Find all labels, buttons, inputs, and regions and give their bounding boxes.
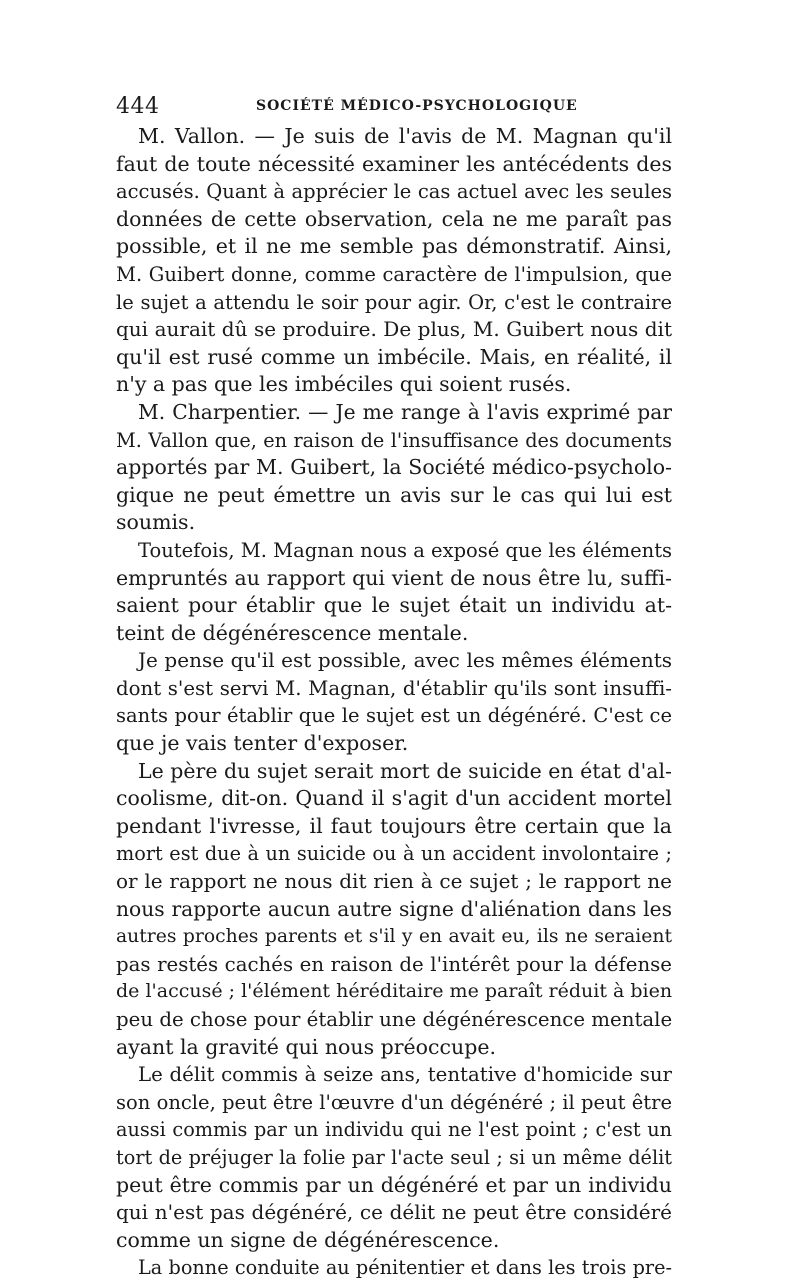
text-line: M. Guibert donne, comme caractère de l'impulsion, que (116, 262, 672, 286)
text-line: aussi commis par un individu qui ne l'est point ; c'est un (116, 1118, 672, 1142)
text-line: soumis. (116, 510, 196, 535)
text-line: pendant l'ivresse, il faut toujours être certain que la (116, 813, 672, 838)
text-line: que je vais tenter d'exposer. (116, 731, 409, 756)
text-line: empruntés au rapport qui vient de nous être lu, suffi- (116, 565, 672, 590)
text-line: comme un signe de dégénérescence. (116, 1227, 500, 1252)
text-line: mort est due à un suicide ou à un accident involontaire ; (116, 842, 672, 866)
text-line: M. Charpentier. — Je me range à l'avis exprimé par (138, 399, 672, 424)
text-line: tort de préjuger la folie par l'acte seul ; si un même délit (116, 1145, 672, 1169)
text-line: M. Vallon que, en raison de l'insuffisance des documents (116, 428, 672, 452)
text-line: accusés. Quant à apprécier le cas actuel avec les seules (116, 180, 672, 204)
text-line: apportés par M. Guibert, la Société médico-psycholo- (116, 455, 672, 480)
running-title: SOCIÉTÉ MÉDICO-PSYCHOLOGIQUE (256, 98, 578, 114)
text-line: autres proches parents et s'il y en avait eu, ils ne seraient (116, 926, 672, 948)
text-line: le sujet a attendu le soir pour agir. Or, c'est le contraire (116, 290, 672, 314)
text-line: Le père du sujet serait mort de suicide en état d'al- (138, 758, 672, 783)
text-line: M. Vallon. — Je suis de l'avis de M. Magnan qu'il (138, 124, 672, 148)
text-line: qui aurait dû se produire. De plus, M. Guibert nous dit (116, 317, 672, 342)
text-line: peu de chose pour établir une dégénérescence mentale (116, 1008, 672, 1031)
text-line: saient pour établir que le sujet était un individu at- (116, 593, 672, 618)
text-line: La bonne conduite au pénitentier et dans les trois pre- (138, 1256, 672, 1280)
text-line: pas restés cachés en raison de l'intérêt pour la défense (116, 952, 672, 976)
text-line: dont s'est servi M. Magnan, d'établir qu'ils sont insuffi- (116, 676, 672, 700)
page-number: 444 (116, 94, 160, 119)
text-line: gique ne peut émettre un avis sur le cas qui lui est (116, 482, 672, 507)
body-text (116, 123, 672, 1282)
text-line: Le délit commis à seize ans, tentative d'homicide sur (138, 1063, 672, 1087)
text-line: ayant la gravité qui nous préoccupe. (116, 1034, 496, 1059)
text-line: teint de dégénérescence mentale. (116, 620, 469, 645)
text-line: Toutefois, M. Magnan nous a exposé que les éléments (138, 538, 672, 562)
text-line: nous rapporte aucun autre signe d'aliénation dans les (116, 896, 672, 921)
text-line: son oncle, peut être l'œuvre d'un dégénéré ; il peut être (116, 1090, 672, 1114)
text-line: données de cette observation, cela ne me paraît pas (116, 206, 672, 231)
text-line: possible, et il ne me semble pas démonstratif. Ainsi, (116, 234, 672, 259)
text-line: de l'accusé ; l'élément héréditaire me paraît réduit à bien (116, 980, 672, 1003)
text-line: n'y a pas que les imbéciles qui soient rusés. (116, 372, 572, 397)
page-header (116, 94, 672, 122)
text-line: sants pour établir que le sujet est un dégénéré. C'est ce (116, 704, 672, 728)
text-line: coolisme, dit-on. Quand il s'agit d'un accident mortel (116, 786, 672, 811)
text-line: qui n'est pas dégénéré, ce délit ne peut être considéré (116, 1200, 672, 1225)
text-line: or le rapport ne nous dit rien à ce sujet ; le rapport ne (116, 869, 672, 894)
text-line: peut être commis par un dégénéré et par un individu (116, 1172, 672, 1197)
text-line: qu'il est rusé comme un imbécile. Mais, en réalité, il (116, 344, 672, 369)
text-line: faut de toute nécessité examiner les antécédents des (116, 151, 672, 176)
text-line: Je pense qu'il est possible, avec les mêmes éléments (138, 648, 672, 673)
